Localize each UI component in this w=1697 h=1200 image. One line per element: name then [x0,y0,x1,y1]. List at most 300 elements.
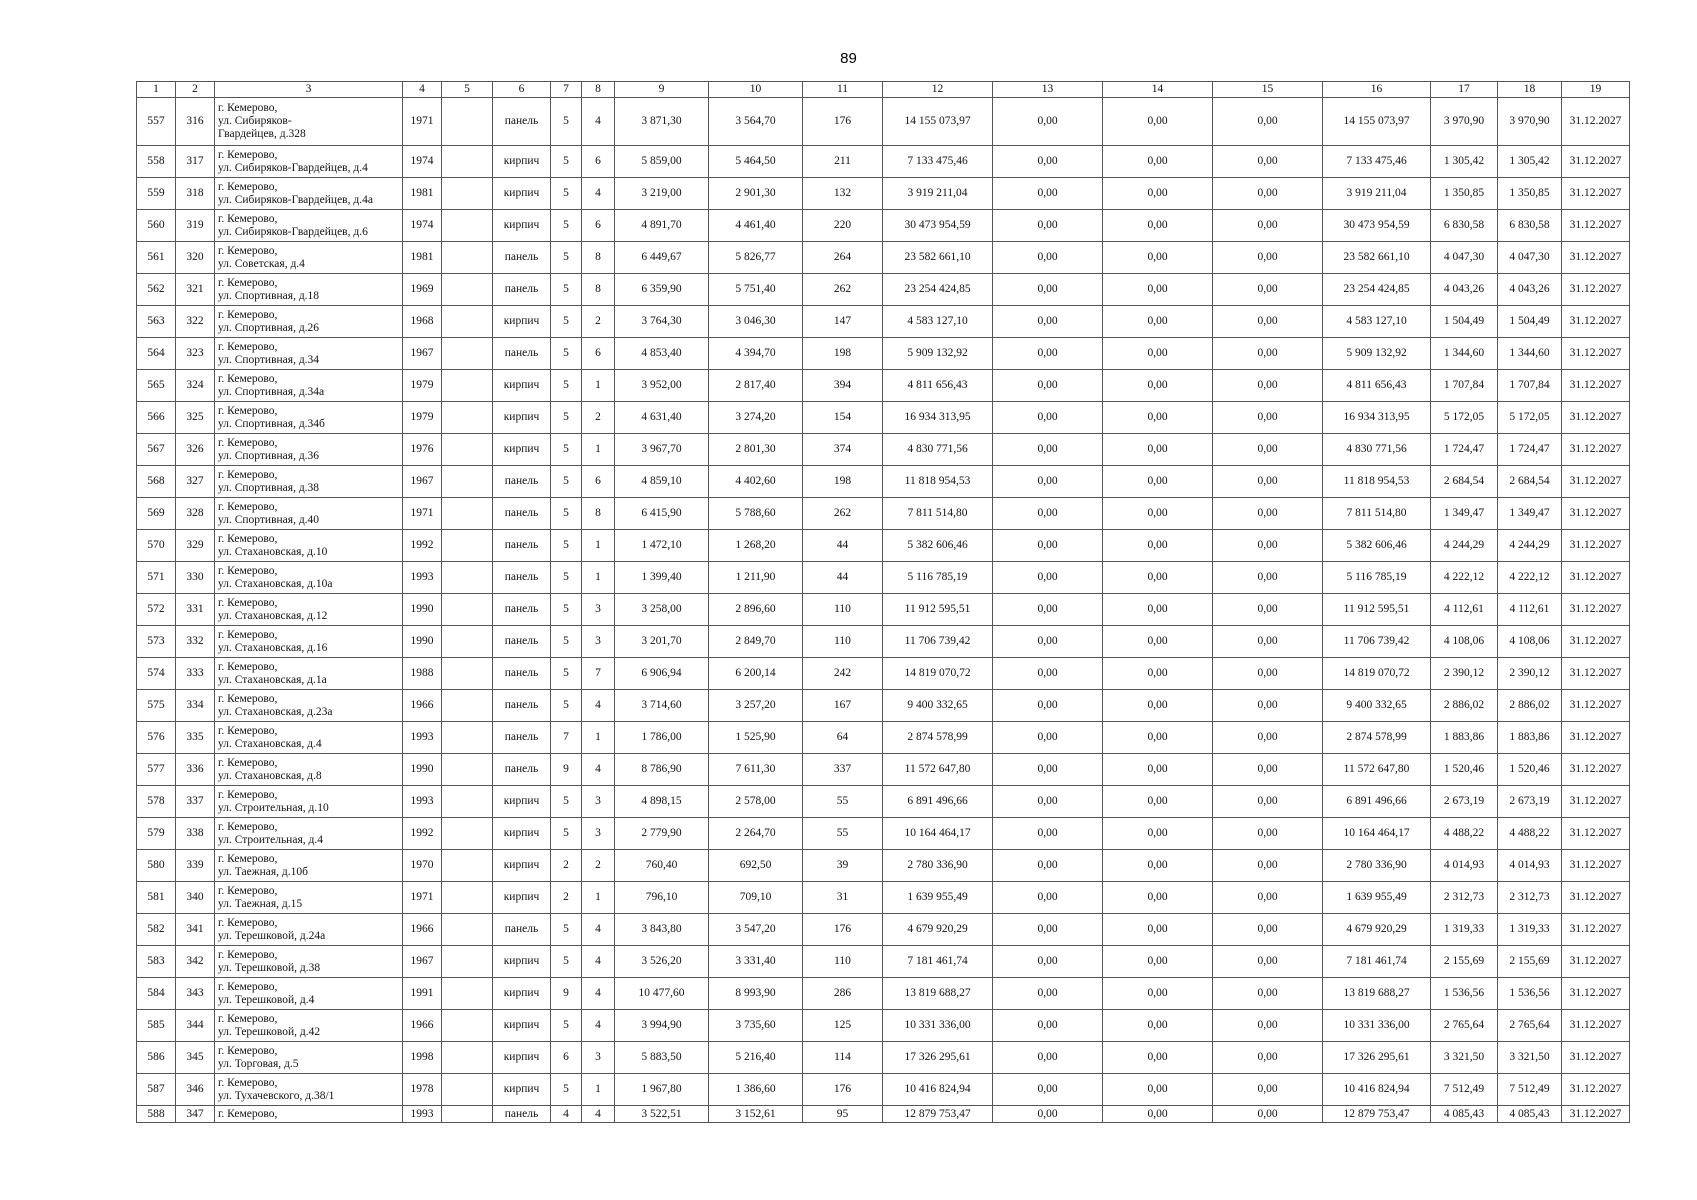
cell-col-12: 10 416 824,94 [883,1074,993,1106]
address-cell [215,434,403,466]
cell-col-14: 0,00 [1103,1010,1213,1042]
cell-col-10: 6 200,14 [709,658,803,690]
cell-col-8: 3 [582,786,615,818]
address-line: ул. Стахановская, д.23а [218,705,333,718]
cell-col-7: 6 [551,1042,582,1074]
cell-col-18: 4 043,26 [1498,274,1562,306]
cell-col-7: 5 [551,146,582,178]
table-row [137,306,1630,338]
cell-col-14: 0,00 [1103,594,1213,626]
cell-col-8: 1 [582,562,615,594]
table-row [137,146,1630,178]
address-line: г. Кемерово, [218,596,278,609]
cell-col-18: 1 305,42 [1498,146,1562,178]
cell-col-4: 1967 [403,466,442,498]
cell-col-1: 574 [137,658,176,690]
cell-col-13: 0,00 [993,818,1103,850]
cell-col-9: 8 786,90 [615,754,709,786]
cell-col-11: 220 [803,210,883,242]
cell-col-7: 5 [551,434,582,466]
cell-col-13: 0,00 [993,882,1103,914]
cell-col-9: 4 853,40 [615,338,709,370]
cell-col-7: 7 [551,722,582,754]
cell-col-10: 3 735,60 [709,1010,803,1042]
address-cell [215,946,403,978]
address-line: г. Кемерово, [218,404,278,417]
address-line: ул. Терешковой, д.24а [218,929,326,942]
cell-col-17: 2 155,69 [1431,946,1498,978]
cell-col-12: 14 155 073,97 [883,98,993,146]
cell-col-11: 125 [803,1010,883,1042]
table-row [137,658,1630,690]
cell-col-1: 581 [137,882,176,914]
cell-col-10: 2 817,40 [709,370,803,402]
cell-col-10: 3 257,20 [709,690,803,722]
cell-col-2: 329 [176,530,215,562]
cell-col-6: кирпич [493,210,551,242]
cell-col-11: 394 [803,370,883,402]
cell-col-7: 5 [551,594,582,626]
address-cell [215,370,403,402]
cell-col-15: 0,00 [1213,1010,1323,1042]
cell-col-12: 7 181 461,74 [883,946,993,978]
cell-col-6: кирпич [493,978,551,1010]
address-cell [215,338,403,370]
table-row [137,786,1630,818]
cell-col-19: 31.12.2027 [1562,306,1630,338]
address-cell [215,1010,403,1042]
cell-col-6: кирпич [493,786,551,818]
cell-col-13: 0,00 [993,434,1103,466]
address-line: г. Кемерово, [218,884,278,897]
cell-col-15: 0,00 [1213,978,1323,1010]
cell-col-19: 31.12.2027 [1562,338,1630,370]
address-line: г. Кемерово, [218,468,278,481]
cell-col-1: 584 [137,978,176,1010]
column-header-1: 1 [137,82,176,98]
cell-col-10: 1 386,60 [709,1074,803,1106]
cell-col-4: 1966 [403,690,442,722]
cell-col-6: кирпич [493,1010,551,1042]
cell-col-7: 5 [551,306,582,338]
cell-col-8: 3 [582,626,615,658]
cell-col-18: 2 155,69 [1498,946,1562,978]
cell-col-18: 3 321,50 [1498,1042,1562,1074]
cell-col-10: 1 525,90 [709,722,803,754]
cell-col-8: 4 [582,178,615,210]
cell-col-17: 1 344,60 [1431,338,1498,370]
cell-col-4: 1966 [403,914,442,946]
cell-col-11: 176 [803,98,883,146]
cell-col-1: 573 [137,626,176,658]
cell-col-19: 31.12.2027 [1562,1074,1630,1106]
address-line: г. Кемерово, [218,980,278,993]
address-line: г. Кемерово, [218,724,278,737]
cell-col-11: 110 [803,946,883,978]
cell-col-18: 4 047,30 [1498,242,1562,274]
table-body [137,98,1630,1123]
cell-col-2: 336 [176,754,215,786]
address-line: ул. Тухачевского, д.38/1 [218,1089,335,1102]
address-line: г. Кемерово, [218,340,278,353]
cell-col-14: 0,00 [1103,882,1213,914]
cell-col-14: 0,00 [1103,146,1213,178]
cell-col-9: 6 449,67 [615,242,709,274]
column-header-15: 15 [1213,82,1323,98]
cell-col-2: 324 [176,370,215,402]
cell-col-13: 0,00 [993,498,1103,530]
cell-col-16: 4 679 920,29 [1323,914,1431,946]
cell-col-11: 39 [803,850,883,882]
cell-col-7: 5 [551,914,582,946]
cell-col-2: 317 [176,146,215,178]
address-line: г. Кемерово, [218,436,278,449]
cell-col-8: 1 [582,530,615,562]
cell-col-8: 6 [582,210,615,242]
address-line: г. Кемерово, [218,1012,278,1025]
cell-col-9: 4 891,70 [615,210,709,242]
table-row [137,978,1630,1010]
cell-col-5 [442,1074,493,1106]
cell-col-15: 0,00 [1213,306,1323,338]
cell-col-4: 1993 [403,562,442,594]
cell-col-18: 2 765,64 [1498,1010,1562,1042]
cell-col-15: 0,00 [1213,274,1323,306]
cell-col-18: 4 014,93 [1498,850,1562,882]
cell-col-12: 6 891 496,66 [883,786,993,818]
cell-col-7: 9 [551,754,582,786]
cell-col-7: 5 [551,402,582,434]
cell-col-18: 4 222,12 [1498,562,1562,594]
cell-col-16: 3 919 211,04 [1323,178,1431,210]
cell-col-5 [442,882,493,914]
cell-col-11: 176 [803,1074,883,1106]
cell-col-6: кирпич [493,818,551,850]
cell-col-8: 1 [582,370,615,402]
address-line: г. Кемерово, [218,1044,278,1057]
cell-col-6: кирпич [493,434,551,466]
cell-col-5 [442,818,493,850]
cell-col-15: 0,00 [1213,1042,1323,1074]
cell-col-16: 13 819 688,27 [1323,978,1431,1010]
cell-col-6: панель [493,242,551,274]
cell-col-7: 5 [551,786,582,818]
address-cell [215,562,403,594]
cell-col-17: 1 349,47 [1431,498,1498,530]
cell-col-13: 0,00 [993,146,1103,178]
column-header-16: 16 [1323,82,1431,98]
column-header-12: 12 [883,82,993,98]
cell-col-10: 5 216,40 [709,1042,803,1074]
cell-col-9: 2 779,90 [615,818,709,850]
cell-col-1: 578 [137,786,176,818]
cell-col-11: 198 [803,338,883,370]
column-header-14: 14 [1103,82,1213,98]
cell-col-11: 154 [803,402,883,434]
cell-col-15: 0,00 [1213,562,1323,594]
cell-col-7: 5 [551,466,582,498]
cell-col-11: 147 [803,306,883,338]
cell-col-11: 176 [803,914,883,946]
cell-col-7: 5 [551,178,582,210]
address-line: г. Кемерово, [218,692,278,705]
cell-col-19: 31.12.2027 [1562,1010,1630,1042]
cell-col-10: 8 993,90 [709,978,803,1010]
cell-col-15: 0,00 [1213,98,1323,146]
address-cell [215,98,403,146]
cell-col-6: панель [493,722,551,754]
cell-col-19: 31.12.2027 [1562,722,1630,754]
cell-col-15: 0,00 [1213,466,1323,498]
cell-col-14: 0,00 [1103,658,1213,690]
cell-col-13: 0,00 [993,722,1103,754]
cell-col-10: 5 788,60 [709,498,803,530]
address-cell [215,1042,403,1074]
cell-col-10: 2 849,70 [709,626,803,658]
cell-col-6: кирпич [493,402,551,434]
cell-col-18: 1 536,56 [1498,978,1562,1010]
cell-col-7: 5 [551,274,582,306]
cell-col-8: 2 [582,850,615,882]
cell-col-15: 0,00 [1213,178,1323,210]
cell-col-1: 560 [137,210,176,242]
address-line: ул. Стахановская, д.12 [218,609,328,622]
cell-col-8: 7 [582,658,615,690]
cell-col-12: 1 639 955,49 [883,882,993,914]
address-line: ул. Строительная, д.4 [218,833,323,846]
address-line: ул. Стахановская, д.1а [218,673,327,686]
cell-col-14: 0,00 [1103,338,1213,370]
column-header-7: 7 [551,82,582,98]
address-cell [215,978,403,1010]
cell-col-18: 2 312,73 [1498,882,1562,914]
cell-col-14: 0,00 [1103,98,1213,146]
cell-col-15: 0,00 [1213,914,1323,946]
cell-col-11: 167 [803,690,883,722]
cell-col-4: 1969 [403,274,442,306]
cell-col-14: 0,00 [1103,626,1213,658]
cell-col-6: кирпич [493,882,551,914]
cell-col-15: 0,00 [1213,754,1323,786]
cell-col-6: панель [493,658,551,690]
cell-col-1: 557 [137,98,176,146]
cell-col-12: 30 473 954,59 [883,210,993,242]
address-line: ул. Строительная, д.10 [218,801,329,814]
cell-col-14: 0,00 [1103,1042,1213,1074]
cell-col-15: 0,00 [1213,594,1323,626]
cell-col-18: 6 830,58 [1498,210,1562,242]
cell-col-6: панель [493,530,551,562]
address-line: г. Кемерово, [218,180,278,193]
cell-col-10: 2 801,30 [709,434,803,466]
cell-col-16: 4 811 656,43 [1323,370,1431,402]
cell-col-9: 3 219,00 [615,178,709,210]
cell-col-2: 342 [176,946,215,978]
cell-col-1: 567 [137,434,176,466]
cell-col-12: 5 116 785,19 [883,562,993,594]
cell-col-14: 0,00 [1103,1106,1213,1123]
cell-col-15: 0,00 [1213,146,1323,178]
cell-col-4: 1970 [403,850,442,882]
cell-col-12: 7 133 475,46 [883,146,993,178]
cell-col-18: 4 244,29 [1498,530,1562,562]
cell-col-7: 5 [551,658,582,690]
cell-col-7: 5 [551,370,582,402]
cell-col-12: 11 818 954,53 [883,466,993,498]
address-cell [215,786,403,818]
table-row [137,882,1630,914]
cell-col-13: 0,00 [993,178,1103,210]
cell-col-13: 0,00 [993,466,1103,498]
cell-col-1: 576 [137,722,176,754]
cell-col-17: 3 970,90 [1431,98,1498,146]
cell-col-12: 17 326 295,61 [883,1042,993,1074]
address-line: ул. Стахановская, д.8 [218,769,322,782]
cell-col-9: 3 967,70 [615,434,709,466]
cell-col-18: 7 512,49 [1498,1074,1562,1106]
cell-col-18: 2 390,12 [1498,658,1562,690]
cell-col-11: 31 [803,882,883,914]
cell-col-12: 23 254 424,85 [883,274,993,306]
cell-col-19: 31.12.2027 [1562,690,1630,722]
table-row [137,626,1630,658]
address-line: г. Кемерово, [218,756,278,769]
address-line: ул. Сибиряков-Гвардейцев, д.4а [218,193,373,206]
cell-col-2: 322 [176,306,215,338]
cell-col-6: панель [493,1106,551,1123]
cell-col-4: 1979 [403,402,442,434]
cell-col-17: 4 085,43 [1431,1106,1498,1123]
cell-col-14: 0,00 [1103,530,1213,562]
cell-col-16: 12 879 753,47 [1323,1106,1431,1123]
cell-col-9: 3 714,60 [615,690,709,722]
cell-col-11: 211 [803,146,883,178]
address-line: ул. Терешковой, д.38 [218,961,321,974]
cell-col-10: 2 264,70 [709,818,803,850]
cell-col-16: 2 780 336,90 [1323,850,1431,882]
cell-col-8: 4 [582,1010,615,1042]
cell-col-2: 333 [176,658,215,690]
cell-col-1: 566 [137,402,176,434]
cell-col-17: 4 488,22 [1431,818,1498,850]
cell-col-14: 0,00 [1103,818,1213,850]
cell-col-17: 1 707,84 [1431,370,1498,402]
cell-col-5 [442,274,493,306]
cell-col-16: 9 400 332,65 [1323,690,1431,722]
address-line: г. Кемерово, [218,852,278,865]
address-line: ул. Спортивная, д.18 [218,289,320,302]
address-line: г. Кемерово, [218,372,278,385]
cell-col-2: 334 [176,690,215,722]
cell-col-8: 1 [582,1074,615,1106]
cell-col-2: 320 [176,242,215,274]
cell-col-12: 4 679 920,29 [883,914,993,946]
cell-col-18: 3 970,90 [1498,98,1562,146]
cell-col-2: 330 [176,562,215,594]
cell-col-11: 262 [803,274,883,306]
address-cell [215,914,403,946]
cell-col-16: 6 891 496,66 [1323,786,1431,818]
cell-col-5 [442,978,493,1010]
cell-col-19: 31.12.2027 [1562,370,1630,402]
cell-col-1: 562 [137,274,176,306]
cell-col-15: 0,00 [1213,210,1323,242]
cell-col-10: 7 611,30 [709,754,803,786]
cell-col-15: 0,00 [1213,370,1323,402]
table-row [137,210,1630,242]
cell-col-7: 5 [551,498,582,530]
cell-col-2: 318 [176,178,215,210]
cell-col-1: 582 [137,914,176,946]
cell-col-8: 2 [582,402,615,434]
cell-col-10: 4 402,60 [709,466,803,498]
cell-col-14: 0,00 [1103,466,1213,498]
cell-col-5 [442,626,493,658]
cell-col-2: 346 [176,1074,215,1106]
cell-col-18: 1 724,47 [1498,434,1562,466]
cell-col-5 [442,722,493,754]
cell-col-14: 0,00 [1103,562,1213,594]
cell-col-15: 0,00 [1213,530,1323,562]
cell-col-5 [442,850,493,882]
cell-col-19: 31.12.2027 [1562,850,1630,882]
cell-col-13: 0,00 [993,1106,1103,1123]
cell-col-9: 1 786,00 [615,722,709,754]
cell-col-9: 5 883,50 [615,1042,709,1074]
cell-col-10: 5 751,40 [709,274,803,306]
address-line: ул. Советская, д.4 [218,257,305,270]
cell-col-10: 692,50 [709,850,803,882]
cell-col-10: 3 046,30 [709,306,803,338]
cell-col-5 [442,338,493,370]
cell-col-18: 1 707,84 [1498,370,1562,402]
cell-col-8: 1 [582,434,615,466]
cell-col-16: 14 819 070,72 [1323,658,1431,690]
cell-col-15: 0,00 [1213,402,1323,434]
cell-col-4: 1968 [403,306,442,338]
cell-col-19: 31.12.2027 [1562,882,1630,914]
address-line: ул. Спортивная, д.34 [218,353,320,366]
address-line: ул. Стахановская, д.10а [218,577,333,590]
cell-col-5 [442,1042,493,1074]
address-line: г. Кемерово, [218,244,278,257]
cell-col-6: кирпич [493,1074,551,1106]
cell-col-1: 577 [137,754,176,786]
cell-col-19: 31.12.2027 [1562,98,1630,146]
cell-col-1: 558 [137,146,176,178]
cell-col-19: 31.12.2027 [1562,946,1630,978]
cell-col-12: 5 909 132,92 [883,338,993,370]
cell-col-14: 0,00 [1103,1074,1213,1106]
cell-col-7: 5 [551,818,582,850]
cell-col-2: 332 [176,626,215,658]
table-row [137,690,1630,722]
cell-col-1: 565 [137,370,176,402]
address-line: ул. Стахановская, д.10 [218,545,328,558]
cell-col-16: 11 706 739,42 [1323,626,1431,658]
cell-col-17: 4 112,61 [1431,594,1498,626]
cell-col-15: 0,00 [1213,242,1323,274]
cell-col-2: 327 [176,466,215,498]
cell-col-7: 2 [551,882,582,914]
cell-col-12: 23 582 661,10 [883,242,993,274]
cell-col-17: 2 673,19 [1431,786,1498,818]
address-line: г. Кемерово, [218,1076,278,1089]
cell-col-4: 1992 [403,530,442,562]
header-row [137,82,1630,98]
cell-col-13: 0,00 [993,562,1103,594]
cell-col-17: 2 684,54 [1431,466,1498,498]
